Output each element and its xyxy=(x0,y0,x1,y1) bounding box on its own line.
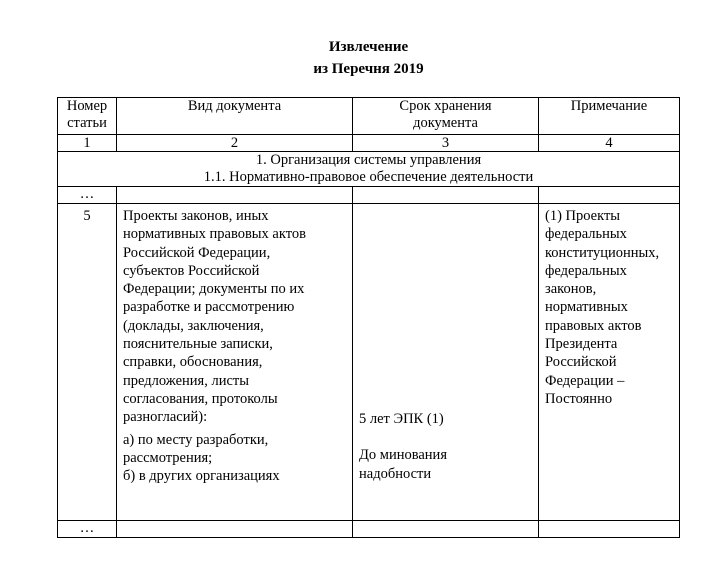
doc-type-cell xyxy=(117,204,353,521)
section-heading xyxy=(58,152,680,187)
header-term-line2: документа xyxy=(413,115,478,131)
header-term-line1: Срок хранения xyxy=(399,98,492,114)
column-number-1: 1 xyxy=(58,135,117,152)
note-line: нормативных xyxy=(545,299,628,316)
doc-line: предложения, листы xyxy=(123,372,249,389)
document-title xyxy=(0,36,727,80)
doc-line: пояснительные записки, xyxy=(123,336,273,353)
doc-line: Проекты законов, иных xyxy=(123,208,269,224)
doc-line: нормативных правовых актов xyxy=(123,226,306,243)
term-b-line2: надобности xyxy=(359,465,432,482)
note-line: Федерации – xyxy=(545,372,625,389)
header-number-line1: Номер xyxy=(66,98,108,114)
column-number-4: 4 xyxy=(539,135,680,152)
title-line-2: из Перечня 2019 xyxy=(313,61,424,77)
empty-cell xyxy=(117,521,353,538)
article-number: 5 xyxy=(58,204,117,521)
column-number-2: 2 xyxy=(117,135,353,152)
ellipsis-cell: … xyxy=(58,187,117,204)
section-line-1: 1. Организация системы управления xyxy=(255,152,482,168)
header-article-number xyxy=(58,98,117,135)
sub-item-a-line1: а) по месту разработки, xyxy=(123,431,269,448)
doc-line: (доклады, заключения, xyxy=(123,317,264,334)
ellipsis-row-bottom xyxy=(58,521,680,538)
empty-cell xyxy=(117,187,353,204)
header-number-line2: статьи xyxy=(67,115,107,131)
note-line: законов, xyxy=(545,281,597,298)
empty-cell xyxy=(539,187,680,204)
note-line: правовых актов xyxy=(545,317,642,334)
doc-line: Российской Федерации, xyxy=(123,244,271,261)
header-retention-term xyxy=(353,98,539,135)
header-note: Примечание xyxy=(539,98,680,135)
note-line: Президента xyxy=(545,336,618,353)
header-row xyxy=(58,98,680,135)
doc-line: разработке и рассмотрению xyxy=(123,299,295,316)
section-row xyxy=(58,152,680,187)
note-line: Российской xyxy=(545,354,617,371)
doc-line: разногласий): xyxy=(123,409,208,426)
note-cell xyxy=(539,204,680,521)
doc-line: субъектов Российской xyxy=(123,262,260,279)
doc-line: Федерации; документы по их xyxy=(123,281,305,298)
note-line: федеральных xyxy=(545,226,627,243)
title-line-1: Извлечение xyxy=(328,39,409,55)
header-doc-type: Вид документа xyxy=(117,98,353,135)
note-line: федеральных xyxy=(545,262,627,279)
sub-item-a-line2: рассмотрения; xyxy=(123,449,213,466)
retention-term-cell xyxy=(353,204,539,521)
note-line: (1) Проекты xyxy=(545,208,621,224)
doc-line: согласования, протоколы xyxy=(123,390,278,407)
section-line-2: 1.1. Нормативно-правовое обеспечение деятельности xyxy=(203,169,534,185)
column-number-3: 3 xyxy=(353,135,539,152)
sub-item-b: б) в других организациях xyxy=(123,468,280,485)
note-line: Постоянно xyxy=(545,390,613,407)
empty-cell xyxy=(353,521,539,538)
article-row-5 xyxy=(58,204,680,521)
empty-cell xyxy=(539,521,680,538)
empty-cell xyxy=(353,187,539,204)
retention-table xyxy=(57,97,680,538)
ellipsis-cell: … xyxy=(58,521,117,538)
term-b-line1: До минования xyxy=(359,447,447,464)
note-line: конституционных, xyxy=(545,244,660,261)
term-a: 5 лет ЭПК (1) xyxy=(359,411,444,427)
column-number-row xyxy=(58,135,680,152)
doc-line: справки, обоснования, xyxy=(123,354,263,371)
ellipsis-row-top xyxy=(58,187,680,204)
